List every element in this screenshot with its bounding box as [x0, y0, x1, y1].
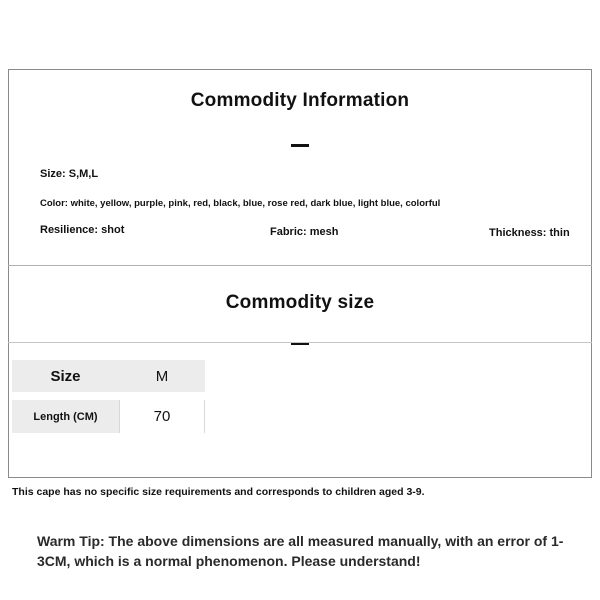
commodity-information-title: Commodity Information	[190, 90, 410, 111]
fabric-info: Fabric: mesh	[270, 226, 339, 238]
size-header-label: Size	[12, 360, 119, 392]
length-value: 70	[119, 400, 205, 433]
resilience-info: Resilience: shot	[40, 224, 125, 236]
size-table	[12, 360, 205, 433]
length-label: Length (CM)	[12, 400, 119, 433]
size-info: Size: S,M,L	[40, 168, 99, 180]
commodity-size-title: Commodity size	[225, 292, 375, 313]
color-info: Color: white, yellow, purple, pink, red, black, blue, rose red, dark blue, light blue, colorful	[40, 198, 441, 209]
size-table-length-row	[12, 392, 205, 433]
warm-tip: Warm Tip: The above dimensions are all measured manually, with an error of 1-3CM, which is a normal phenomenon. Please understand!	[37, 533, 564, 569]
size-table-header-row	[12, 360, 205, 392]
title-underline	[291, 144, 309, 147]
thickness-info: Thickness: thin	[489, 227, 570, 239]
size-header-value: M	[119, 360, 205, 392]
section-divider	[8, 265, 592, 266]
size-section-divider	[8, 342, 592, 343]
age-note: This cape has no specific size requirements and corresponds to children aged 3-9.	[12, 486, 425, 498]
